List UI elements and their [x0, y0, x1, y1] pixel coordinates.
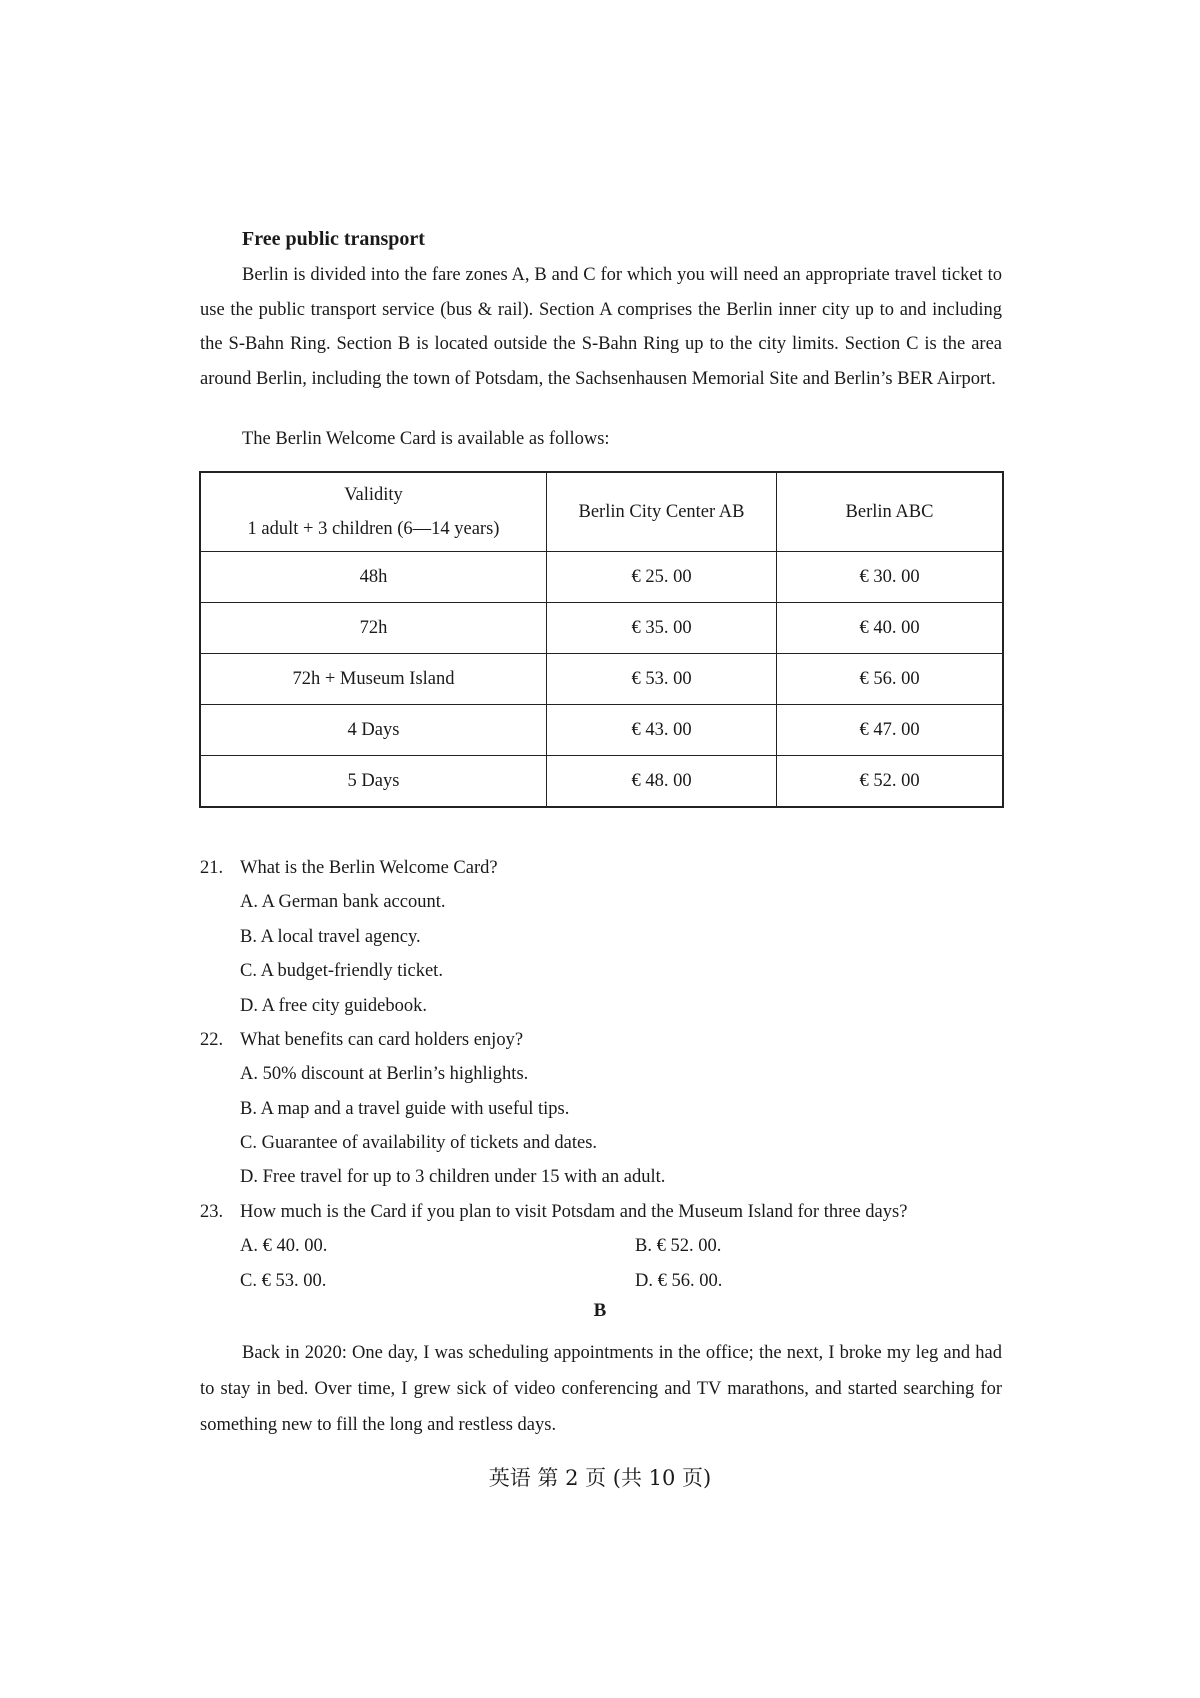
option-23-c: C. € 53. 00.: [240, 1271, 327, 1291]
cell-abc-price: € 30. 00: [777, 552, 1004, 603]
question-21: [200, 851, 498, 886]
header-ab: Berlin City Center AB: [547, 472, 777, 552]
fare-table: [199, 471, 1004, 808]
intro-paragraph-text: Berlin is divided into the fare zones A, B and C for which you will need an appropriate travel ticket to use the public transport service (bus & rail). Section A comprises the Berlin inner city up to and including the S-Bahn Ring. Section B is located outside the S-Bahn Ring up to the city limits. Section C is the area around Berlin, including the town of Potsdam, the Sachsenhausen Memorial Site and Berlin’s BER Airport.: [200, 265, 1002, 389]
section-b-paragraph: [200, 1335, 1002, 1443]
cell-validity: 72h + Museum Island: [200, 654, 547, 705]
question-number: 21.: [200, 858, 224, 878]
table-row: [200, 552, 1003, 603]
availability-line: The Berlin Welcome Card is available as follows:: [242, 429, 610, 449]
cell-validity: 4 Days: [200, 705, 547, 756]
option-22-b: B. A map and a travel guide with useful tips.: [240, 1099, 570, 1119]
cell-validity: 48h: [200, 552, 547, 603]
table-row: [200, 603, 1003, 654]
question-text: What benefits can card holders enjoy?: [240, 1030, 524, 1050]
cell-ab-price: € 25. 00: [547, 552, 777, 603]
section-b-label: B: [593, 1300, 607, 1321]
question-text: How much is the Card if you plan to visit Potsdam and the Museum Island for three days?: [240, 1202, 908, 1222]
header-validity-line2: 1 adult + 3 children (6—14 years): [247, 519, 500, 539]
option-22-c: C. Guarantee of availability of tickets and dates.: [240, 1133, 598, 1153]
cell-ab-price: € 48. 00: [547, 756, 777, 808]
table-row: [200, 654, 1003, 705]
table-header-row: [200, 472, 1003, 552]
table-row: [200, 756, 1003, 808]
cell-validity: 72h: [200, 603, 547, 654]
option-23-a: A. € 40. 00.: [240, 1236, 328, 1256]
section-heading: Free public transport: [242, 228, 425, 250]
question-number: 22.: [200, 1030, 224, 1050]
option-21-a: A. A German bank account.: [240, 892, 446, 912]
header-abc: Berlin ABC: [777, 472, 1004, 552]
page-footer: 英语 第 2 页 (共 10 页): [488, 1466, 712, 1490]
header-validity-line1: Validity: [344, 485, 403, 505]
option-23-d: D. € 56. 00.: [635, 1271, 723, 1291]
cell-abc-price: € 52. 00: [777, 756, 1004, 808]
option-23-b: B. € 52. 00.: [635, 1236, 722, 1256]
option-21-b: B. A local travel agency.: [240, 927, 421, 947]
section-b-paragraph-text: Back in 2020: One day, I was scheduling appointments in the office; the next, I broke my leg and had to stay in bed. Over time, I grew sick of video conferencing and TV marathons, and started searching for something new to fill the long and restless days.: [200, 1343, 1002, 1435]
question-22: [200, 1023, 523, 1058]
option-21-d: D. A free city guidebook.: [240, 996, 428, 1016]
option-21-c: C. A budget-friendly ticket.: [240, 961, 443, 981]
cell-ab-price: € 43. 00: [547, 705, 777, 756]
intro-paragraph: [200, 258, 1002, 396]
option-22-d: D. Free travel for up to 3 children under 15 with an adult.: [240, 1167, 666, 1187]
header-validity: [200, 472, 547, 552]
cell-abc-price: € 40. 00: [777, 603, 1004, 654]
cell-validity: 5 Days: [200, 756, 547, 808]
table-row: [200, 705, 1003, 756]
question-23: [200, 1195, 907, 1230]
question-text: What is the Berlin Welcome Card?: [240, 858, 498, 878]
cell-abc-price: € 47. 00: [777, 705, 1004, 756]
option-22-a: A. 50% discount at Berlin’s highlights.: [240, 1064, 529, 1084]
cell-ab-price: € 35. 00: [547, 603, 777, 654]
question-number: 23.: [200, 1202, 224, 1222]
cell-abc-price: € 56. 00: [777, 654, 1004, 705]
cell-ab-price: € 53. 00: [547, 654, 777, 705]
